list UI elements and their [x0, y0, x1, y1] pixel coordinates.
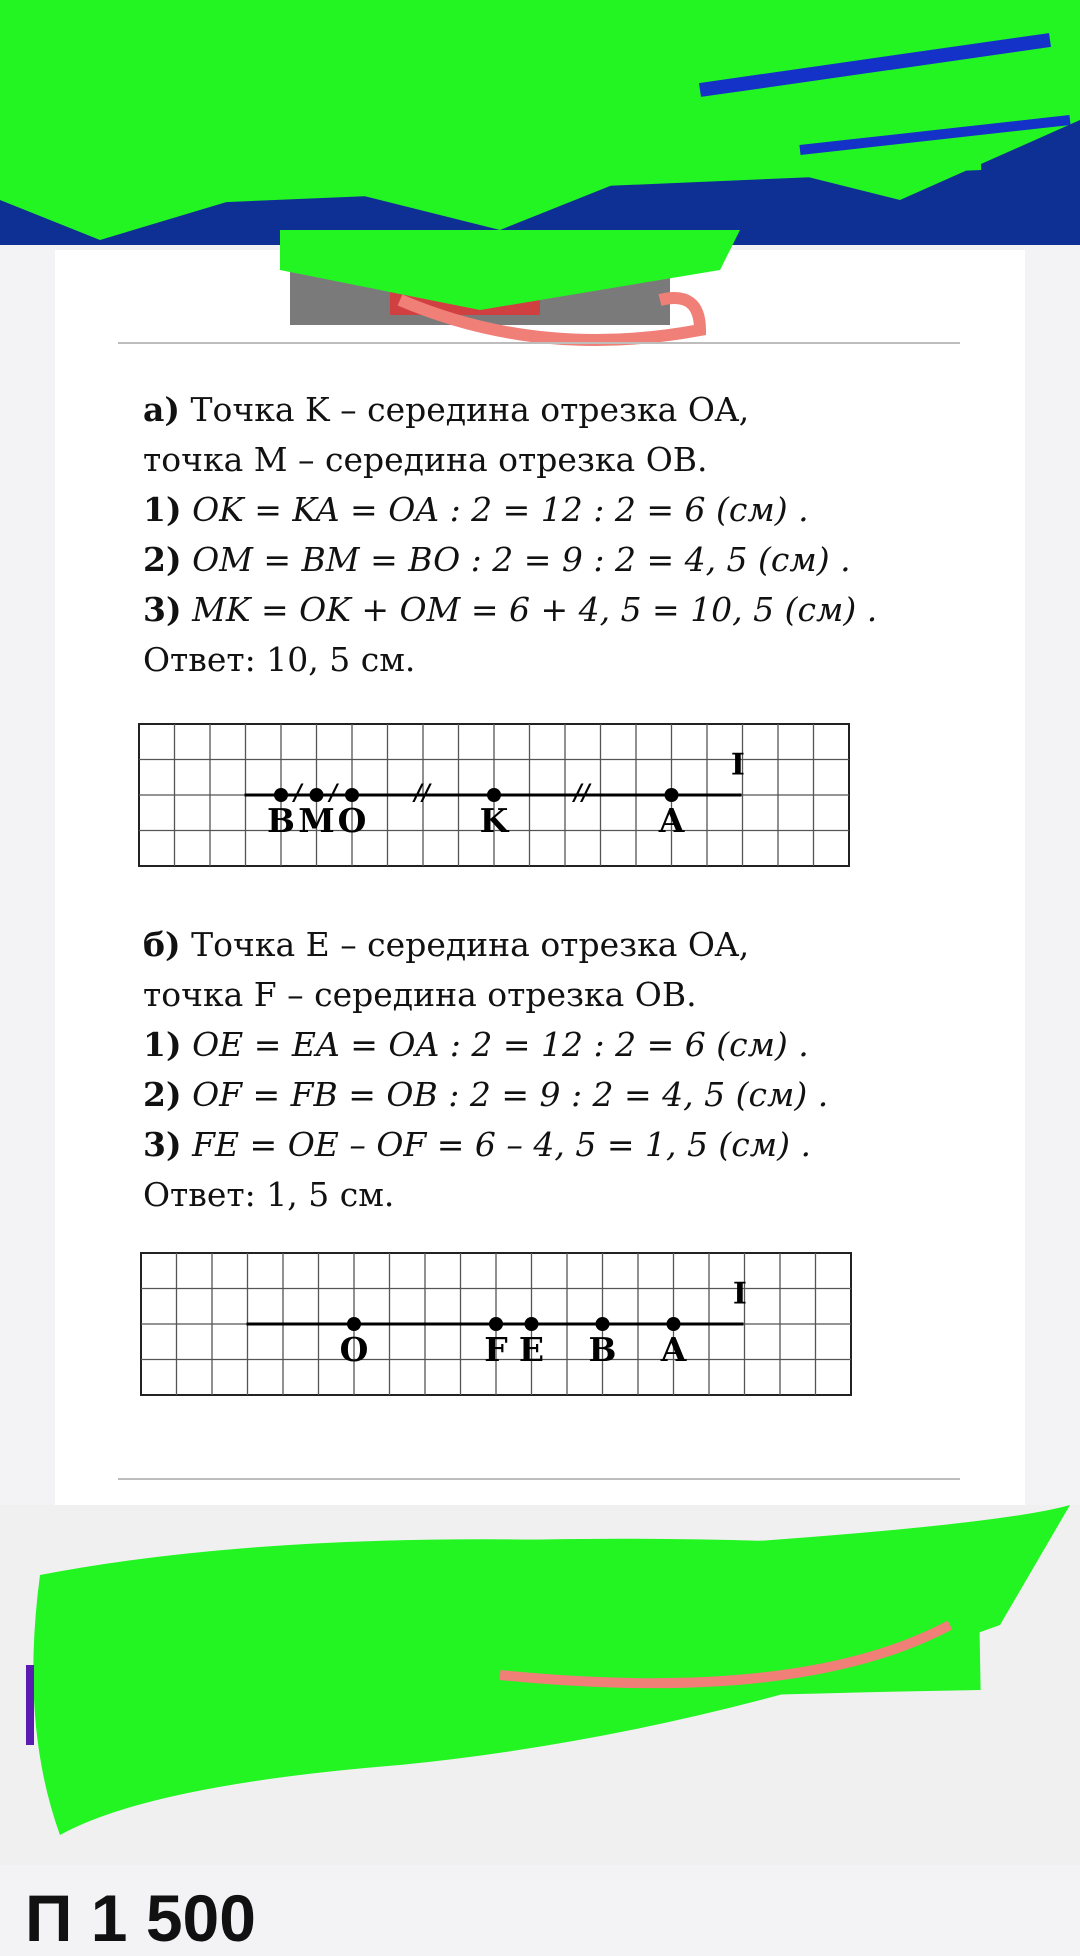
part-b-diagram	[140, 1252, 852, 1402]
part-b-answer: Ответ: 1, 5 см.	[143, 1175, 395, 1214]
part-a-intro-2: точка M – середина отрезка OB.	[143, 440, 708, 479]
number-line-b	[140, 1252, 852, 1398]
diagram-a-tick-mark: //	[413, 780, 431, 806]
diagram-a-point-label-O: O	[337, 801, 367, 840]
part-a-step-2: 2) OM = BM = BO : 2 = 9 : 2 = 4, 5 (см) .	[143, 540, 851, 579]
diagram-a-point-A	[665, 788, 679, 802]
green-scribble-top	[0, 0, 1080, 245]
diagram-a-tick-mark: //	[573, 780, 590, 806]
diagram-b-point-A	[667, 1317, 681, 1331]
diagram-a-point-label-B: B	[267, 801, 295, 840]
part-a-step-1: 1) OK = KA = OA : 2 = 12 : 2 = 6 (см) .	[143, 490, 809, 529]
diagram-b-point-O	[347, 1317, 361, 1331]
diagram-b-point-label-E: E	[518, 1330, 545, 1369]
diagram-b-point-B	[596, 1317, 610, 1331]
diagram-a-point-label-K: K	[479, 801, 509, 840]
part-b-intro-2: точка F – середина отрезка OB.	[143, 975, 697, 1014]
part-b-step-3: 3) FE = OE – OF = 6 – 4, 5 = 1, 5 (см) .	[143, 1125, 812, 1164]
diagram-a-label-I: I	[730, 747, 745, 783]
diagram-a-tick-mark: /	[329, 780, 338, 806]
diagram-a-point-label-M: M	[298, 801, 335, 840]
diagram-a-point-label-A: A	[658, 801, 685, 840]
diagram-b-point-E	[525, 1317, 539, 1331]
part-b-solution	[143, 920, 1003, 1220]
part-a-diagram	[138, 723, 850, 873]
diagram-a-point-B	[274, 788, 288, 802]
diagram-b-point-F	[489, 1317, 503, 1331]
footer-text: П 1 500	[25, 1881, 256, 1955]
diagram-b-point-label-O: O	[339, 1330, 369, 1369]
part-b-step-1: 1) OE = EA = OA : 2 = 12 : 2 = 6 (см) .	[143, 1025, 809, 1064]
divider-bottom	[118, 1478, 960, 1480]
red-scribble	[280, 230, 740, 390]
part-a-answer: Ответ: 10, 5 см.	[143, 640, 416, 679]
diagram-a-point-M	[310, 788, 324, 802]
part-a-step-3: 3) MK = OK + OM = 6 + 4, 5 = 10, 5 (см) .	[143, 590, 878, 629]
diagram-b-point-label-F: F	[484, 1330, 508, 1369]
number-line-a	[138, 723, 850, 869]
diagram-a-tick-mark: /	[293, 780, 302, 806]
bottom-obscured	[0, 1505, 1080, 1865]
diagram-b-label-I: I	[732, 1276, 747, 1312]
diagram-b-point-label-B: B	[588, 1330, 617, 1369]
part-a-intro-1: а) Точка K – середина отрезка OA,	[143, 390, 750, 429]
part-b-step-2: 2) OF = FB = OB : 2 = 9 : 2 = 4, 5 (см) .	[143, 1075, 829, 1114]
divider-top	[118, 342, 960, 344]
part-a-solution	[143, 385, 1003, 685]
green-scribble-bottom	[0, 1505, 1080, 1865]
part-b-intro-1: б) Точка E – середина отрезка OA,	[143, 925, 750, 964]
diagram-b-point-label-A: A	[660, 1330, 687, 1369]
header-obscured	[0, 0, 1080, 245]
diagram-a-point-O	[345, 788, 359, 802]
diagram-a-point-K	[487, 788, 501, 802]
